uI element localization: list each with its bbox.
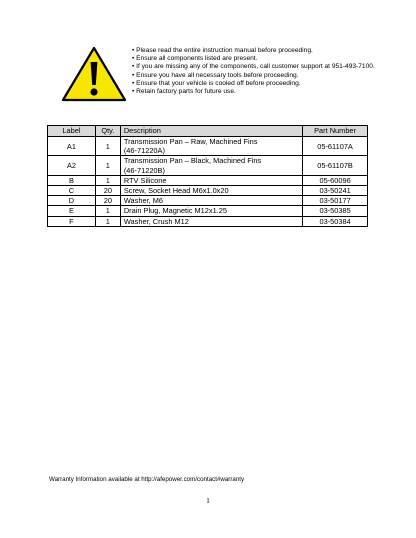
page-number: 1 bbox=[206, 496, 210, 505]
description-line: RTV Silicone bbox=[123, 175, 167, 185]
cell-part-number: 05-60096 bbox=[303, 175, 368, 185]
cell-label: C bbox=[48, 186, 96, 196]
table-row bbox=[48, 186, 368, 196]
description-line: (46-71220B) bbox=[123, 165, 165, 175]
cell-description bbox=[120, 156, 302, 175]
cell-part-number: 05-61107A bbox=[303, 137, 368, 156]
description-line: Transmission Pan – Raw, Machined Fins bbox=[123, 137, 258, 146]
cell-label: A2 bbox=[48, 156, 96, 175]
description-line: Washer, Crush M12 bbox=[123, 216, 189, 226]
header-description: Description bbox=[120, 126, 302, 137]
cell-qty: 1 bbox=[95, 156, 120, 175]
cell-qty: 1 bbox=[95, 137, 120, 156]
cell-description bbox=[120, 137, 302, 156]
parts-table-body bbox=[48, 137, 368, 227]
table-row bbox=[48, 216, 368, 226]
cell-part-number: 03-50384 bbox=[303, 216, 368, 226]
warning-triangle-icon bbox=[60, 45, 128, 103]
table-row bbox=[48, 175, 368, 185]
cell-qty: 1 bbox=[95, 175, 120, 185]
cell-part-number: 03-50177 bbox=[303, 196, 368, 206]
note-item: • If you are missing any of the components, call customer support at 951-493-7100. bbox=[132, 63, 375, 71]
cell-label: D bbox=[48, 196, 96, 206]
table-row bbox=[48, 196, 368, 206]
cell-description bbox=[120, 175, 302, 185]
table-row bbox=[48, 156, 368, 175]
warranty-info: Warranty Information available at http://afepower.com/contact#warranty bbox=[49, 476, 245, 483]
cell-part-number: 03-50241 bbox=[303, 186, 368, 196]
header-part-number: Part Number bbox=[303, 126, 368, 137]
note-item: • Retain factory parts for future use. bbox=[132, 88, 375, 96]
instruction-notes bbox=[132, 47, 375, 96]
cell-label: E bbox=[48, 206, 96, 216]
header-label: Label bbox=[48, 126, 96, 137]
description-line: Washer, M6 bbox=[123, 196, 163, 206]
table-row bbox=[48, 137, 368, 156]
table-header-row bbox=[48, 126, 368, 137]
note-item: • Ensure all components listed are present. bbox=[132, 55, 375, 63]
description-line: (46-71220A) bbox=[123, 146, 165, 156]
cell-qty: 1 bbox=[95, 216, 120, 226]
note-item: • Ensure that your vehicle is cooled off before proceeding. bbox=[132, 80, 375, 88]
table-row bbox=[48, 206, 368, 216]
note-item: • Please read the entire instruction manual before proceeding. bbox=[132, 47, 375, 55]
cell-description bbox=[120, 196, 302, 206]
description-line: Transmission Pan – Black, Machined Fins bbox=[123, 156, 262, 166]
cell-qty: 1 bbox=[95, 206, 120, 216]
cell-description bbox=[120, 186, 302, 196]
description-line: Drain Plug, Magnetic M12x1.25 bbox=[123, 206, 227, 216]
cell-label: B bbox=[48, 175, 96, 185]
cell-part-number: 03-50385 bbox=[303, 206, 368, 216]
cell-label: A1 bbox=[48, 137, 96, 156]
cell-description bbox=[120, 216, 302, 226]
header-qty: Qty. bbox=[95, 126, 120, 137]
cell-qty: 20 bbox=[95, 196, 120, 206]
cell-part-number: 05-61107B bbox=[303, 156, 368, 175]
cell-label: F bbox=[48, 216, 96, 226]
cell-description bbox=[120, 206, 302, 216]
note-item: • Ensure you have all necessary tools before proceeding. bbox=[132, 72, 375, 80]
parts-table bbox=[47, 125, 368, 227]
description-line: Screw, Socket Head M6x1.0x20 bbox=[123, 186, 229, 196]
cell-qty: 20 bbox=[95, 186, 120, 196]
